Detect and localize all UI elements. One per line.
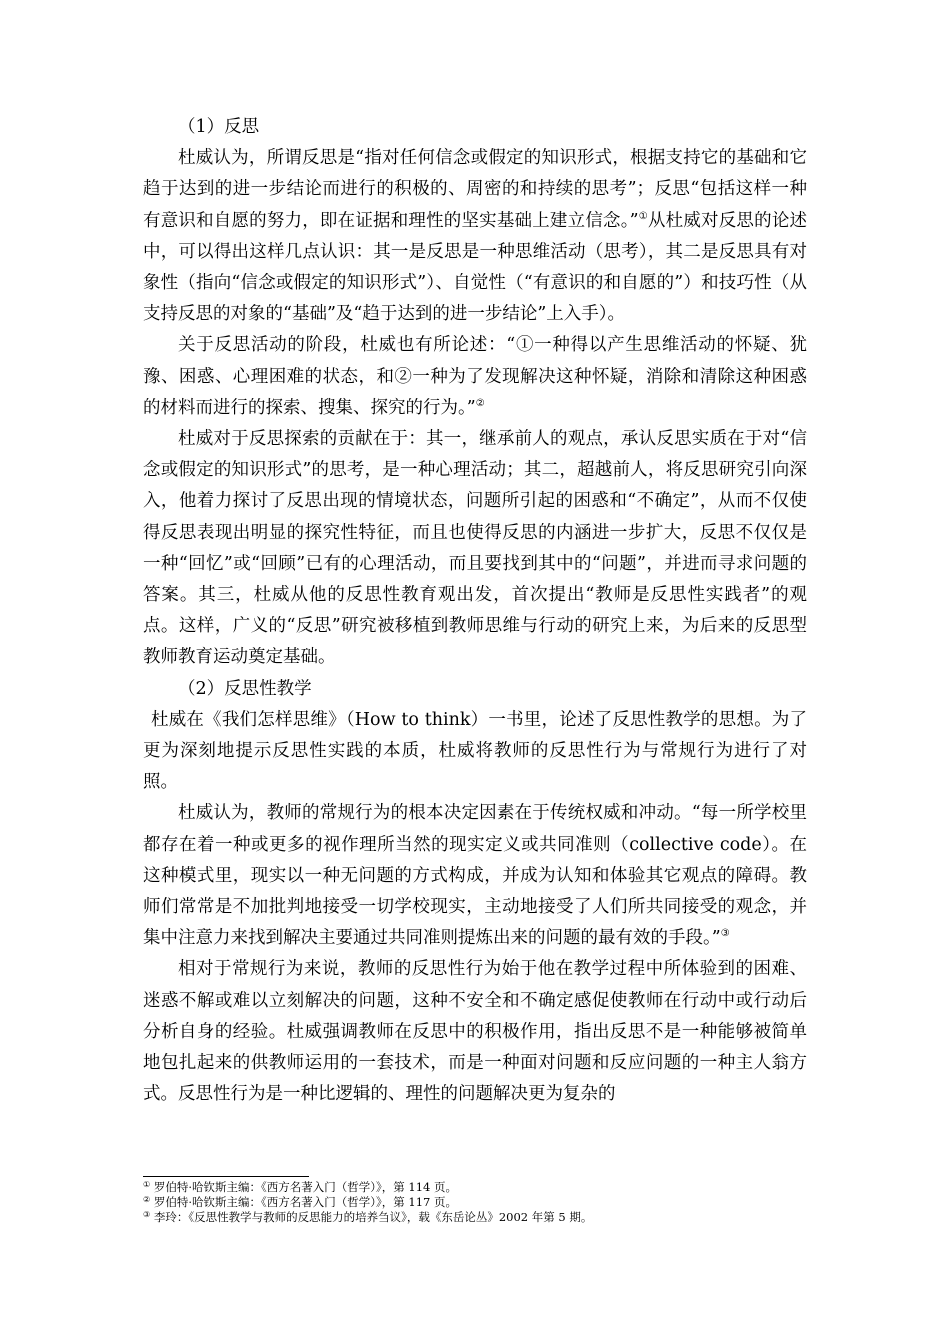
footnote-text: 罗伯特·哈钦斯主编：《西方名著入门（哲学）》，第 117 页。 <box>153 1195 457 1209</box>
footnote-ref-1[interactable]: ① <box>638 210 648 222</box>
footnotes <box>143 1180 807 1225</box>
footnote-text: 李玲：《反思性教学与教师的反思能力的培养刍议》，载《东岳论丛》2002 年第 5 期。 <box>153 1210 593 1224</box>
section-heading-reflective-teaching: （2）反思性教学 <box>178 678 312 699</box>
paragraph-text: 杜威认为，所谓反思是“指对任何信念或假定的知识形式，根据支持它的基础和它趋于达到的进一步结论而进行的积极的、周密的和持续的思考”；反思“包括这样一种有意识和自愿的努力，即在证据和理性的坚实基础上建立信念。” <box>143 148 807 231</box>
paragraph-text: 关于反思活动的阶段，杜威也有所论述：“①一种得以产生思维活动的怀疑、犹豫、困惑、心理困难的状态，和②一种为了发现解决这种怀疑，消除和清除这种困惑的材料而进行的探索、搜集、探究的行为。” <box>143 335 807 418</box>
footnote-mark: ① <box>143 1180 151 1189</box>
footnote-2 <box>143 1195 807 1210</box>
footnote-ref-3[interactable]: ③ <box>720 928 730 940</box>
paragraph-text-continued: 从杜威对反思的论述中，可以得出这样几点认识：其一是反思是一种思维活动（思考），其二是反思具有对象性（指向“信念或假定的知识形式”）、自觉性（“有意识的和自愿的”）和技巧性（从支持反思的对象的“基础”及“趋于达到的进一步结论”上入手）。 <box>143 210 808 325</box>
footnote-ref-2[interactable]: ② <box>475 397 485 409</box>
paragraph-reflection-stages <box>143 330 807 424</box>
paragraph-routine-behavior <box>143 798 807 954</box>
paragraph-how-to-think: 杜威在《我们怎样思维》（How to think）一书里，论述了反思性教学的思想。为了更为深刻地提示反思性实践的本质，杜威将教师的反思性行为与常规行为进行了对照。 <box>143 709 807 793</box>
body-text <box>143 112 807 1111</box>
footnote-mark: ② <box>143 1195 151 1204</box>
paragraph-reflective-behavior: 相对于常规行为来说，教师的反思性行为始于他在教学过程中所体验到的困难、迷惑不解或难以立刻解决的问题，这种不安全和不确定感促使教师在行动中或行动后分析自身的经验。杜威强调教师在反思中的积极作用，指出反思不是一种能够被简单地包扎起来的供教师运用的一套技术，而是一种面对问题和反应问题的一种主人翁方式。反思性行为是一种比逻辑的、理性的问题解决更为复杂的 <box>143 959 807 1105</box>
footnote-1 <box>143 1180 807 1195</box>
footnote-text: 罗伯特·哈钦斯主编：《西方名著入门（哲学）》，第 114 页。 <box>153 1180 457 1194</box>
paragraph-dewey-contribution: 杜威对于反思探索的贡献在于：其一，继承前人的观点，承认反思实质在于对“信念或假定的知识形式”的思考，是一种心理活动；其二，超越前人，将反思研究引向深入，他着力探讨了反思出现的情境状态，问题所引起的困惑和“不确定”，从而不仅使得反思表现出明显的探究性特征，而且也使得反思的内涵进一步扩大，反思不仅仅是一种“回忆”或“回顾”已有的心理活动，而且要找到其中的“问题”，并进而寻求问题的答案。其三，杜威从他的反思性教育观出发，首次提出“教师是反思性实践者”的观点。这样，广义的“反思”研究被移植到教师思维与行动的研究上来，为后来的反思型教师教育运动奠定基础。 <box>143 429 807 668</box>
footnote-mark: ③ <box>143 1210 151 1219</box>
footnote-3 <box>143 1210 807 1225</box>
paragraph-text: 杜威认为，教师的常规行为的根本决定因素在于传统权威和冲动。“每一所学校里都存在着一种或更多的视作理所当然的现实定义或共同准则（collective code）。在这种模式里，现实以一种无问题的方式构成，并成为认知和体验其它观点的障碍。教师们常常是不加批判地接受一切学校现实，主动地接受了人们所共同接受的观念，并集中注意力来找到解决主要通过共同准则提炼出来的问题的最有效的手段。” <box>143 803 807 949</box>
paragraph-dewey-definition <box>143 143 807 330</box>
section-heading-reflection: （1）反思 <box>178 117 260 137</box>
footnote-separator <box>143 1176 309 1177</box>
